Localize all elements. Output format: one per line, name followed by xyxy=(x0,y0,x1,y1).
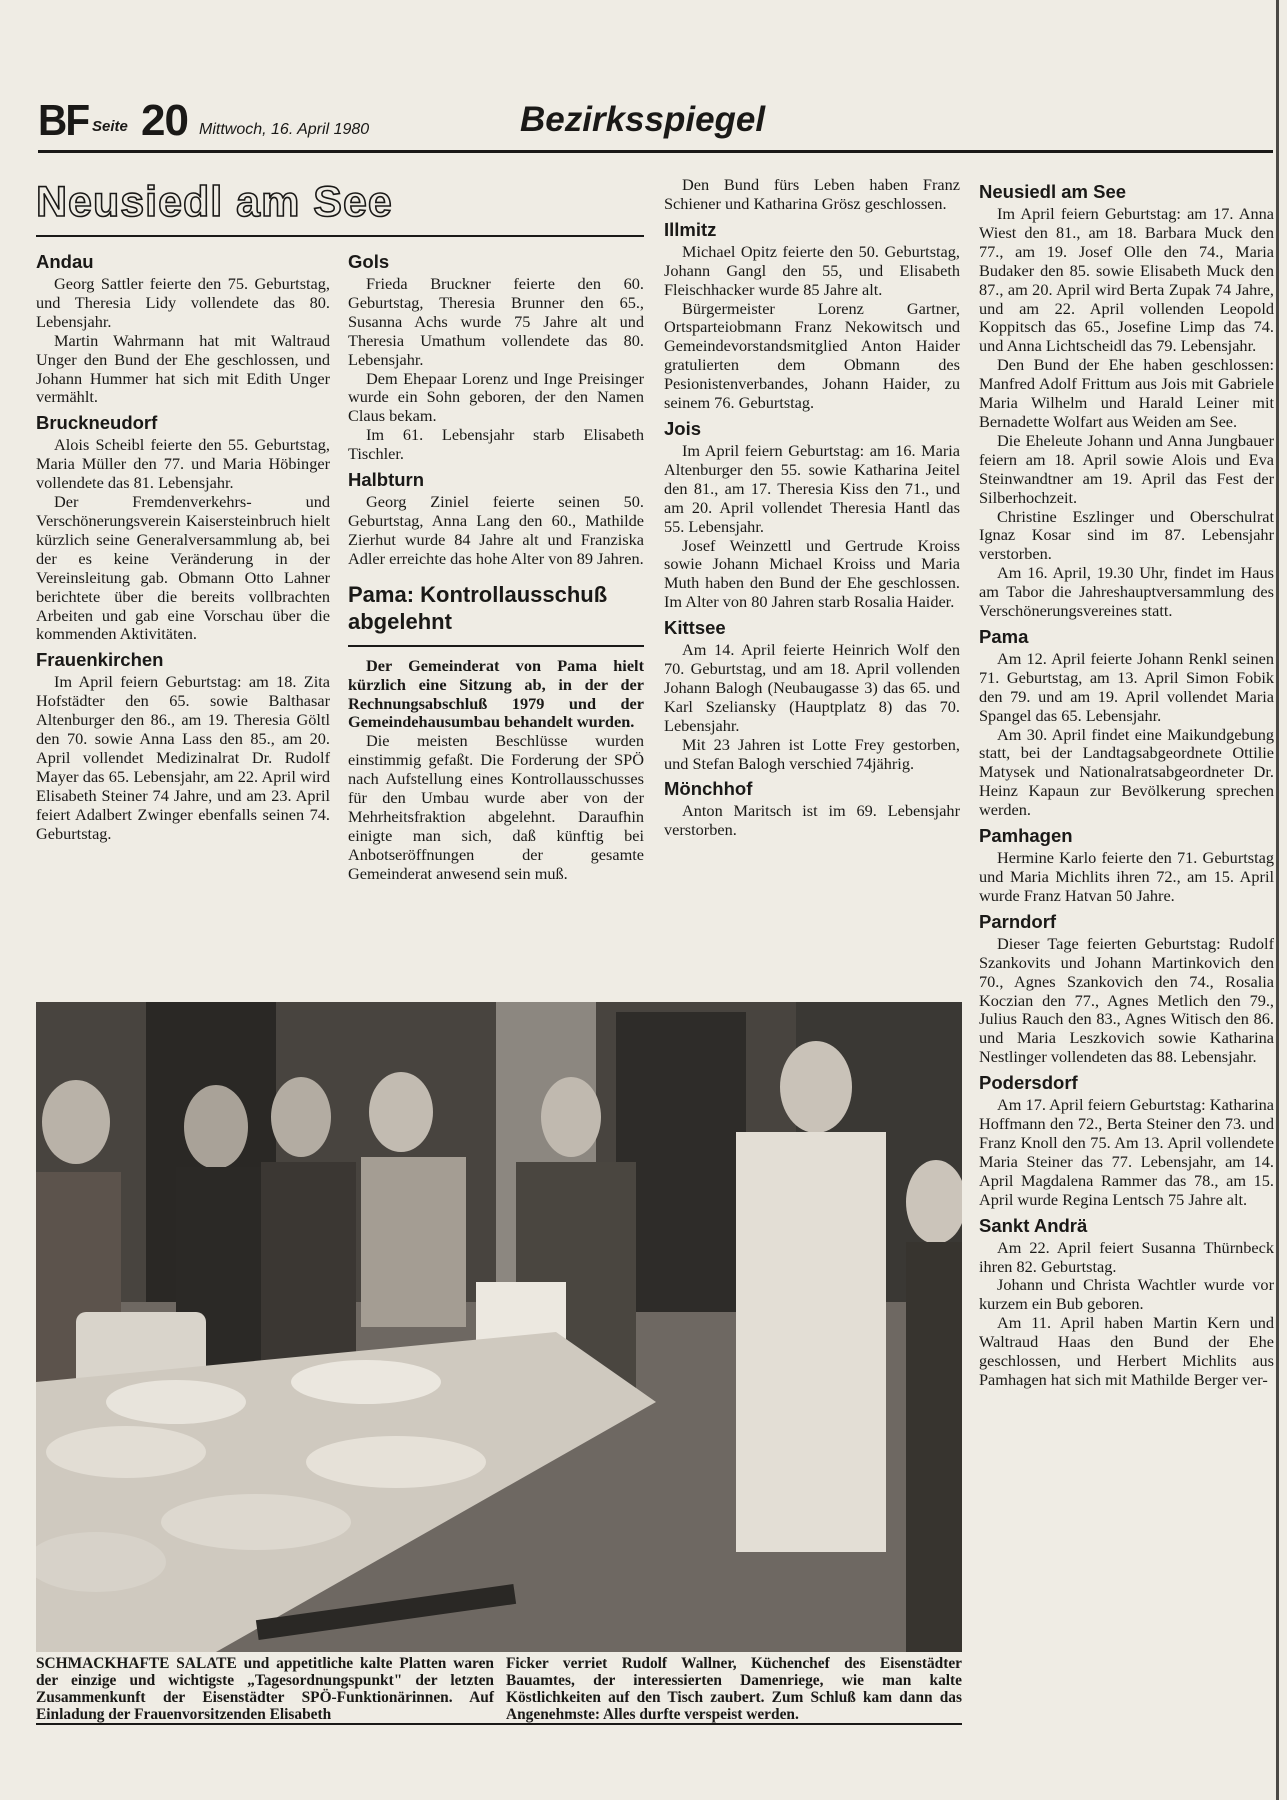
paper-logo: BF xyxy=(38,96,89,145)
column-4 xyxy=(979,176,1274,1390)
article-paragraph: Den Bund fürs Leben haben Franz Schiener und Katharina Grösz geschlossen. xyxy=(664,175,960,213)
pama-lead: Der Gemeinderat von Pama hielt kürzlich eine Sitzung ab, in der der Rechnungsabschluß 1979 und der Gemeindehausumbau behandelt wurden. xyxy=(348,655,644,732)
article-paragraph: Im 61. Lebensjahr starb Elisabeth Tischler. xyxy=(348,425,644,464)
section-heading: Neusiedl am See xyxy=(979,181,1127,202)
region-title-rule xyxy=(36,235,644,237)
article-paragraph: Georg Sattler feierte den 75. Geburtstag, und Theresia Lidy vollendete das 80. Lebensjahr. xyxy=(36,274,330,331)
section-heading: Bruckneudorf xyxy=(36,412,158,434)
region-title: Neusiedl am See xyxy=(36,178,393,226)
article-paragraph: Martin Wahrmann hat mit Waltraud Unger den Bund der Ehe geschlossen, und Johann Hummer hat sich mit Edith Unger vermählt. xyxy=(36,330,330,407)
section-heading: Halbturn xyxy=(348,469,425,491)
section-heading: Pamhagen xyxy=(979,825,1073,847)
article-paragraph: Bürgermeister Lorenz Gartner, Ortsparteiobmann Franz Nekowitsch und Gemeindevorstandsmitglied Anton Haider gratulierten dem Obmann des Pesionistenverbandes, Johann Haider, zu seinem 76. Geburtstag. xyxy=(664,298,960,413)
page-word: Seite xyxy=(92,118,128,135)
article-paragraph: Am 14. April feierte Heinrich Wolf den 70. Geburtstag, und am 18. April vollenden Johann Balogh (Neubaugasse 3) das 65. und Karl Szeliansky (Hauptplatz 8) das 70. Lebensjahr. xyxy=(664,640,960,735)
section-heading: Pama xyxy=(979,625,1029,647)
article-paragraph: Alois Scheibl feierte den 55. Geburtstag, Maria Müller den 77. und Maria Höbinger vollendete das 81. Lebensjahr. xyxy=(36,435,330,493)
article-paragraph: Im April feiern Geburtstag: am 18. Zita Hofstädter den 65. sowie Balthasar Altenburger den 86., am 19. Theresia Göltl den 70. sowie Anna Lass den 85., am 20. April vollendet Medizinalrat Dr. Rudolf Mayer das 65. Lebensjahr, am 22. April wird Elisabeth Steiner 74 Jahre, und am 23. April feiert Adalbert Zwinger ebenfalls seinen 74. Geburtstag. xyxy=(36,672,330,843)
header-rule xyxy=(38,150,1273,153)
article-paragraph: Mit 23 Jahren ist Lotte Frey gestorben, und Stefan Balogh verschied 74jährig. xyxy=(664,734,960,773)
section-heading: Podersdorf xyxy=(979,1072,1078,1094)
article-paragraph: Den Bund der Ehe haben geschlossen: Manfred Adolf Frittum aus Jois mit Gabriele Maria Wilhelm und Harald Leiner mit Bernadette Wolfart aus Weiden am See. xyxy=(979,355,1274,431)
article-paragraph: Die Eheleute Johann und Anna Jungbauer feiern am 18. April sowie Alois und Eva Steinwandtner am 19. April das Fest der Silberhochzeit. xyxy=(979,430,1274,507)
article-paragraph: Anton Maritsch ist im 69. Lebensjahr verstorben. xyxy=(664,801,960,840)
caption-right: Ficker verriet Rudolf Wallner, Küchenchef des Eisenstädter Bauamtes, der interessierten Damenriege, wie man kalte Köstlichkeiten auf den Tisch zaubert. Zum Schluß kam dann das Angenehmste: Alles durfte verspeist werden. xyxy=(506,1655,962,1723)
section-heading: Gols xyxy=(348,251,390,272)
article-paragraph: Am 16. April, 19.30 Uhr, findet im Haus am Tabor die Jahreshauptversammlung des Verschönerungsvereines statt. xyxy=(979,563,1274,621)
article-paragraph: Dieser Tage feierten Geburtstag: Rudolf Szankovits und Johann Martinkovich den 70., Agnes Szankovich den 74., Rosalia Koczian den 77., Agnes Metlich den 79., Julius Rauch den 83., Agnes Witisch den 86. und Maria Leszkovich sowie Katharina Nestlinger vollendeten das 88. Lebensjahr. xyxy=(979,933,1274,1067)
section-heading: Illmitz xyxy=(664,218,717,240)
column-3 xyxy=(664,176,960,840)
article-paragraph: Am 11. April haben Martin Kern und Waltraud Haas den Bund der Ehe geschlossen, und Herbert Michlits aus Pamhagen hat sich mit Mathilde Berger ver- xyxy=(979,1313,1274,1389)
article-paragraph: Frieda Bruckner feierte den 60. Geburtstag, Theresia Brunner den 65., Susanna Achs wurde 75 Jahre alt und Theresia Umathum vollendete das 80. Lebensjahr. xyxy=(348,274,644,369)
pama-rule xyxy=(348,645,644,647)
photo-caption xyxy=(36,1655,962,1725)
article-paragraph: Am 12. April feierte Johann Renkl seinen 71. Geburtstag, am 13. April Simon Fobik den 79. und am 19. April vollendet Maria Spangel das 65. Lebensjahr. xyxy=(979,648,1274,725)
article-paragraph: Am 30. April findet eine Maikundgebung statt, bei der Landtagsabgeordnete Ottilie Matysek und Nationalratsabgeordneter Dr. Heinz Kapaun zur Bevölkerung sprechen werden. xyxy=(979,724,1274,820)
section-title: Bezirksspiegel xyxy=(520,100,766,139)
article-paragraph: Am 22. April feiert Susanna Thürnbeck ihren 82. Geburtstag. xyxy=(979,1237,1274,1276)
section-heading: Andau xyxy=(36,251,94,272)
column-2 xyxy=(348,246,644,884)
section-heading: Frauenkirchen xyxy=(36,649,164,671)
issue-date: Mittwoch, 16. April 1980 xyxy=(199,121,370,138)
page-edge-rule xyxy=(1276,0,1279,1800)
event-photo xyxy=(36,1002,962,1652)
article-paragraph: Der Fremdenverkehrs- und Verschönerungsverein Kaisersteinbruch hielt kürzlich seine Generalversammlung ab, bei der es keine Veränderung in der Vereinsleitung gab. Obmann Otto Lahner berichtete über die bereits vollbrachten Arbeiten und gab eine Vorschau über die kommenden Aktivitäten. xyxy=(36,492,330,644)
article-paragraph: Christine Eszlinger und Oberschulrat Ignaz Kosar sind im 87. Lebensjahr verstorben. xyxy=(979,506,1274,564)
section-heading: Jois xyxy=(664,417,702,439)
article-paragraph: Dem Ehepaar Lorenz und Inge Preisinger wurde ein Sohn geboren, der den Namen Claus bekam. xyxy=(348,368,644,426)
section-heading: Sankt Andrä xyxy=(979,1214,1088,1236)
article-paragraph: Josef Weinzettl und Gertrude Kroiss sowie Johann Michael Kroiss und Maria Muth haben den Bund der Ehe geschlossen. Im Alter von 80 Jahren starb Rosalia Haider. xyxy=(664,535,960,612)
article-paragraph: Hermine Karlo feierte den 71. Geburtstag und Maria Michlits ihren 72., am 15. April wurde Franz Hatvan 50 Jahre. xyxy=(979,848,1274,905)
section-heading: Kittsee xyxy=(664,617,726,639)
article-paragraph: Georg Ziniel feierte seinen 50. Geburtstag, Anna Lang den 60., Mathilde Zierhut wurde 84 Jahre alt und Franziska Adler erreichte das hohe Alter von 89 Jahren. xyxy=(348,492,644,568)
article-paragraph: Am 17. April feiern Geburtstag: Katharina Hoffmann den 72., Berta Steiner den 73. und Franz Knoll den 75. Am 13. April vollendete Maria Steiner das 77. Lebensjahr, am 14. April Magdalena Rammer das 78., am 15. April wurde Regina Lentsch 75 Jahre alt. xyxy=(979,1095,1274,1209)
section-heading: Mönchhof xyxy=(664,778,753,800)
article-paragraph: Im April feiern Geburtstag: am 17. Anna Wiest den 81., am 18. Barbara Muck den 77., am 19. Josef Olle den 74., Maria Budaker den 85. sowie Elisabeth Muck den 87., am 20. April wird Berta Zupak 74 Jahre, und am 22. April vollenden Leopold Koppitsch das 65., Josefine Limp das 74. und Anna Lichtscheidl das 79. Lebensjahr. xyxy=(979,204,1274,356)
pama-headline: Pama: Kontrollausschuß abgelehnt xyxy=(348,581,608,634)
article-paragraph: Johann und Christa Wachtler wurde vor kurzem ein Bub geboren. xyxy=(979,1275,1274,1314)
pama-body: Die meisten Beschlüsse wurden einstimmig gefaßt. Die Forderung der SPÖ nach Aufstellung eines Kontrollausschusses für den Umbau wurde aber von der Mehrheitsfraktion abgelehnt. Daraufhin einigte man sich, daß künftig bei Anbotseröffnungen der gesamte Gemeinderat anwesend sein muß. xyxy=(348,731,644,883)
page-number: 20 xyxy=(141,96,188,145)
caption-left: SCHMACKHAFTE SALATE und appetitliche kalte Platten waren der einzige und wichtigste „Tagesordnungspunkt" der letzten Zusammenkunft der Eisenstädter SPÖ-Funktionärinnen. Auf Einladung der Frauenvorsitzenden Elisabeth xyxy=(36,1655,494,1723)
section-heading: Parndorf xyxy=(979,910,1057,932)
column-1 xyxy=(36,246,330,843)
article-paragraph: Michael Opitz feierte den 50. Geburtstag, Johann Gangl den 55, und Elisabeth Fleischhacker wurde 85 Jahre alt. xyxy=(664,241,960,299)
article-paragraph: Im April feiern Geburtstag: am 16. Maria Altenburger den 55. sowie Katharina Jeitel den 81., am 17. Theresia Kiss den 71., und am 20. April vollendet Theresia Hantl das 55. Lebensjahr. xyxy=(664,440,960,536)
